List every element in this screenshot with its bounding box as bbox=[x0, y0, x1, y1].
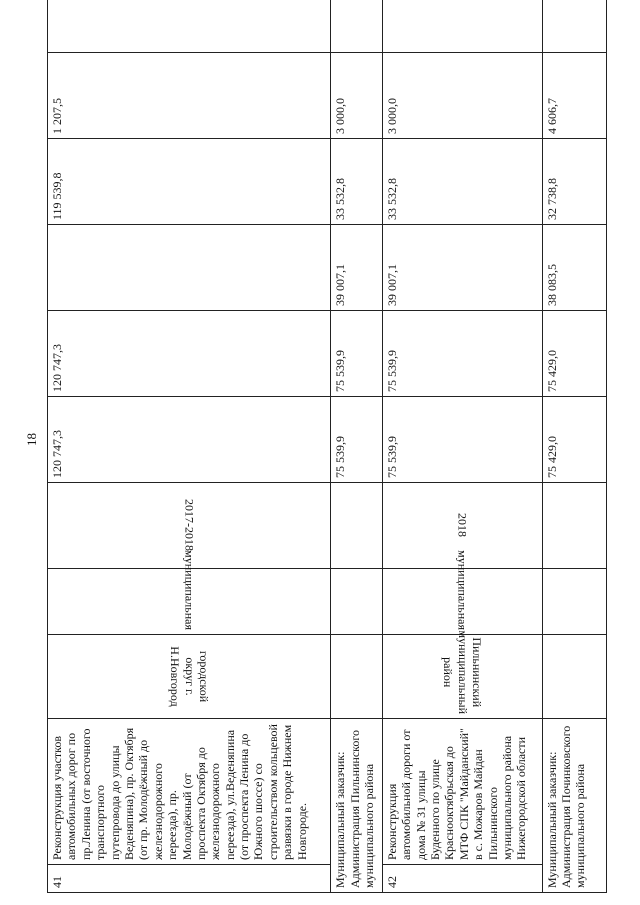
value-2: 120 747,3 bbox=[48, 311, 331, 397]
value-5: 3 000,0 bbox=[382, 53, 542, 139]
value-4: 33 532,8 bbox=[382, 139, 542, 225]
period: 2018 bbox=[382, 483, 542, 569]
row-number: 42 bbox=[382, 865, 542, 893]
ownership: муниципальная bbox=[382, 569, 542, 635]
empty-cell bbox=[331, 569, 383, 635]
table-row bbox=[382, 0, 542, 893]
table-row bbox=[542, 0, 606, 893]
rotated-table-wrapper bbox=[47, 13, 607, 893]
value-total: 75 429,0 bbox=[542, 397, 606, 483]
value-total: 75 539,9 bbox=[331, 397, 383, 483]
value-3 bbox=[48, 225, 331, 311]
value-total: 120 747,3 bbox=[48, 397, 331, 483]
empty-cell bbox=[382, 0, 542, 53]
value-2: 75 539,9 bbox=[382, 311, 542, 397]
value-4: 33 532,8 bbox=[331, 139, 383, 225]
table-row bbox=[48, 0, 331, 893]
value-2: 75 539,9 bbox=[331, 311, 383, 397]
empty-cell bbox=[542, 569, 606, 635]
empty-cell bbox=[542, 483, 606, 569]
value-3: 39 007,1 bbox=[382, 225, 542, 311]
value-4: 32 738,8 bbox=[542, 139, 606, 225]
customer-label: Муниципальный заказчик: Администрация Пильнинского муниципального района bbox=[331, 719, 383, 893]
customer-label: Муниципальный заказчик: Администрация Починковского муниципального района bbox=[542, 719, 606, 893]
territory: городской округ г. Н.Новгород bbox=[48, 635, 331, 719]
empty-cell bbox=[542, 0, 606, 53]
period: 2017-2018 bbox=[48, 483, 331, 569]
page-number: 18 bbox=[24, 433, 39, 446]
value-5: 1 207,5 bbox=[48, 53, 331, 139]
value-3: 39 007,1 bbox=[331, 225, 383, 311]
value-total: 75 539,9 bbox=[382, 397, 542, 483]
empty-cell bbox=[331, 635, 383, 719]
object-name: Реконструкция автомобильной дороги от дома № 31 улицы Буденного по улице Краснооктябрьская до МТФ СПК "Майданский" в с. Можаров Майдан Пильнинского муниципального района Нижегородской области bbox=[382, 719, 542, 865]
value-5: 3 000,0 bbox=[331, 53, 383, 139]
empty-cell bbox=[331, 0, 383, 53]
investment-table bbox=[47, 0, 607, 893]
value-4: 119 539,8 bbox=[48, 139, 331, 225]
value-2: 75 429,0 bbox=[542, 311, 606, 397]
value-5: 4 606,7 bbox=[542, 53, 606, 139]
table-row bbox=[331, 0, 383, 893]
value-3: 38 083,5 bbox=[542, 225, 606, 311]
empty-cell bbox=[542, 635, 606, 719]
row-number: 41 bbox=[48, 865, 331, 893]
empty-cell bbox=[48, 0, 331, 53]
ownership: муниципальная bbox=[48, 569, 331, 635]
empty-cell bbox=[331, 483, 383, 569]
territory: Пильнинский муниципальный район bbox=[382, 635, 542, 719]
object-name: Реконструкция участков автомобильных дорог по пр.Ленина (от восточного транспортного путепровода до улицы Веденяпина), пр. Октября (от пр. Молодёжный до железнодорожного переезда), пр. Молодёжный (от проспекта Октября до железнодорожного переезда), ул.Веденяпина (от проспекта Ленина до Южного шоссе) со строительством кольцевой развязки в городе Нижнем Новгороде. bbox=[48, 719, 331, 865]
